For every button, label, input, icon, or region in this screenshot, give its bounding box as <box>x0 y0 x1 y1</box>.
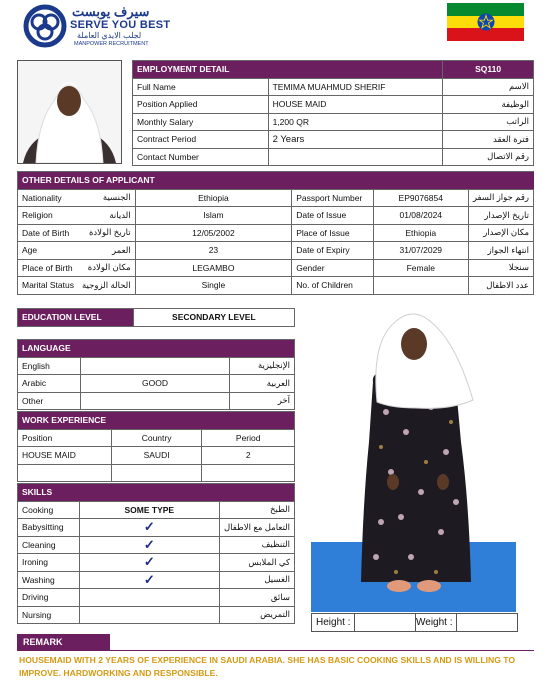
ar-marital: الحالة الزوجية <box>78 277 135 295</box>
work-position: HOUSE MAID <box>18 447 112 465</box>
label-expiry: Date of Expiry <box>292 242 374 260</box>
company-logo <box>22 4 172 48</box>
table-row <box>18 501 295 519</box>
skill-nursing-value <box>79 606 219 624</box>
checkmark-icon: ✓ <box>79 571 219 589</box>
skill-washing-label: Washing <box>18 571 80 589</box>
table-row <box>18 259 534 277</box>
work-experience-table <box>17 411 295 482</box>
work-header-position: Position <box>18 429 112 447</box>
lang-other-ar: آخر <box>230 392 295 410</box>
logo-subtitle: MANPOWER RECRUITMENT <box>74 41 149 47</box>
label-marital: Marital Status <box>18 277 78 295</box>
logo-emblem-icon <box>22 4 68 48</box>
education-level-value: SECONDARY LEVEL <box>133 309 294 327</box>
lang-arabic-ar: العربية <box>230 375 295 393</box>
skills-title: SKILLS <box>18 484 295 502</box>
value-age: 23 <box>135 242 292 260</box>
skill-washing-ar: الغسيل <box>219 571 294 589</box>
ar-expiry: انتهاء الجواز <box>468 242 533 260</box>
table-row <box>18 589 295 607</box>
skill-ironing-ar: كي الملابس <box>219 554 294 572</box>
label-gender: Gender <box>292 259 374 277</box>
applicant-full-photo <box>311 302 516 612</box>
label-position: Position Applied <box>133 96 269 114</box>
remark-divider <box>110 650 534 651</box>
label-contact: Contact Number <box>133 148 269 166</box>
education-level-table <box>17 308 295 327</box>
label-age: Age <box>18 242 78 260</box>
value-date-issue: 01/08/2024 <box>373 207 468 225</box>
table-row <box>18 224 534 242</box>
label-full-name: Full Name <box>133 78 269 96</box>
education-level-label: EDUCATION LEVEL <box>18 309 134 327</box>
logo-english-text: SERVE YOU BEST <box>70 19 171 31</box>
label-place-birth: Place of Birth <box>18 259 78 277</box>
skills-table <box>17 483 295 624</box>
table-row <box>18 392 295 410</box>
label-salary: Monthly Salary <box>133 113 269 131</box>
value-dob: 12/05/2002 <box>135 224 292 242</box>
skill-nursing-ar: التمريض <box>219 606 294 624</box>
skill-cooking-value: SOME TYPE <box>79 501 219 519</box>
skill-babysitting-label: Babysitting <box>18 519 80 537</box>
ar-date-issue: تاريخ الإصدار <box>468 207 533 225</box>
ar-children: عدد الاطفال <box>468 277 533 295</box>
ar-passport: رقم جواز السفر <box>468 189 533 207</box>
label-place-issue: Place of Issue <box>292 224 374 242</box>
ethiopia-flag <box>447 3 524 41</box>
label-dob: Date of Birth <box>18 224 78 242</box>
full-body-image <box>311 302 516 612</box>
value-gender: Female <box>373 259 468 277</box>
ar-salary: الراتب <box>443 113 534 131</box>
table-row <box>18 606 295 624</box>
flag-star-emblem-icon <box>477 13 495 31</box>
other-details-title: OTHER DETAILS OF APPLICANT <box>18 172 534 190</box>
table-row <box>18 242 534 260</box>
lang-arabic-value: GOOD <box>80 375 229 393</box>
work-header-period: Period <box>202 429 295 447</box>
table-row <box>18 189 534 207</box>
ar-age: العمر <box>78 242 135 260</box>
label-nationality: Nationality <box>18 189 78 207</box>
table-row <box>18 447 295 465</box>
lang-english-value <box>80 357 229 375</box>
remark-text: HOUSEMAID WITH 2 YEARS OF EXPERIENCE IN SAUDI ARABIA. SHE HAS BASIC COOKING SKILLS AND IS WILLING TO IMPROVE. HARDWORKING AND RESPONSIBLE. <box>19 655 516 678</box>
ar-place-issue: مكان الإصدار <box>468 224 533 242</box>
table-row <box>18 357 295 375</box>
ar-gender: سنجلا <box>468 259 533 277</box>
table-row <box>18 571 295 589</box>
headshot-image <box>18 61 121 163</box>
height-label: Height : <box>316 617 351 628</box>
ar-position: الوظيفة <box>443 96 534 114</box>
table-row <box>18 207 534 225</box>
height-value-box <box>354 614 416 631</box>
value-place-birth: LEGAMBO <box>135 259 292 277</box>
skill-driving-value <box>79 589 219 607</box>
skill-cleaning-ar: التنظيف <box>219 536 294 554</box>
table-row <box>18 464 295 482</box>
reference-code: SQ110 <box>443 61 534 79</box>
skill-driving-ar: سائق <box>219 589 294 607</box>
value-religion: Islam <box>135 207 292 225</box>
logo-arabic-subtitle: لجلب الايدي العاملة <box>77 31 142 40</box>
label-children: No. of Children <box>292 277 374 295</box>
table-row <box>18 554 295 572</box>
logo-arabic-text: سيرف يوبست <box>72 4 150 19</box>
lang-arabic-label: Arabic <box>18 375 81 393</box>
checkmark-icon: ✓ <box>79 519 219 537</box>
ar-nationality: الجنسية <box>78 189 135 207</box>
remark-title: REMARK <box>17 634 110 651</box>
value-place-issue: Ethiopia <box>373 224 468 242</box>
checkmark-icon: ✓ <box>79 554 219 572</box>
value-salary: 1,200 QR <box>268 113 443 131</box>
value-contract: 2 Years <box>268 131 443 149</box>
skill-driving-label: Driving <box>18 589 80 607</box>
language-table <box>17 339 295 410</box>
table-row <box>18 519 295 537</box>
label-religion: Religion <box>18 207 78 225</box>
lang-other-label: Other <box>18 392 81 410</box>
value-marital: Single <box>135 277 292 295</box>
skill-ironing-label: Ironing <box>18 554 80 572</box>
ar-contract: فترة العقد <box>443 131 534 149</box>
skill-cleaning-label: Cleaning <box>18 536 80 554</box>
work-period: 2 <box>202 447 295 465</box>
value-children <box>373 277 468 295</box>
value-position: HOUSE MAID <box>268 96 443 114</box>
ar-contact: رقم الاتصال <box>443 148 534 166</box>
value-contact <box>268 148 443 166</box>
checkmark-icon: ✓ <box>79 536 219 554</box>
value-expiry: 31/07/2029 <box>373 242 468 260</box>
ar-religion: الديانة <box>78 207 135 225</box>
label-passport: Passport Number <box>292 189 374 207</box>
ar-dob: تاريخ الولادة <box>78 224 135 242</box>
work-country: SAUDI <box>111 447 202 465</box>
value-nationality: Ethiopia <box>135 189 292 207</box>
skill-cooking-ar: الطبخ <box>219 501 294 519</box>
work-country <box>111 464 202 482</box>
ar-full-name: الاسم <box>443 78 534 96</box>
work-position <box>18 464 112 482</box>
weight-label: Weight : <box>416 617 453 628</box>
work-header-country: Country <box>111 429 202 447</box>
table-row <box>18 536 295 554</box>
employment-detail-title: EMPLOYMENT DETAIL <box>133 61 443 79</box>
other-details-table <box>17 171 534 295</box>
lang-other-value <box>80 392 229 410</box>
value-full-name: TEMIMA MUAHMUD SHERIF <box>268 78 443 96</box>
skill-babysitting-ar: التعامل مع الاطفال <box>219 519 294 537</box>
language-title: LANGUAGE <box>18 340 295 358</box>
skill-nursing-label: Nursing <box>18 606 80 624</box>
label-date-issue: Date of Issue <box>292 207 374 225</box>
measurements-bar <box>311 613 518 632</box>
work-period <box>202 464 295 482</box>
applicant-headshot <box>17 60 122 164</box>
lang-english-ar: الإنجليزية <box>230 357 295 375</box>
weight-value-box <box>456 614 517 631</box>
table-row <box>18 375 295 393</box>
value-passport: EP9076854 <box>373 189 468 207</box>
table-row <box>18 277 534 295</box>
lang-english-label: English <box>18 357 81 375</box>
label-contract: Contract Period <box>133 131 269 149</box>
employment-detail-table <box>132 60 534 166</box>
skill-cooking-label: Cooking <box>18 501 80 519</box>
ar-place-birth: مكان الولادة <box>78 259 135 277</box>
work-experience-title: WORK EXPERIENCE <box>18 412 295 430</box>
